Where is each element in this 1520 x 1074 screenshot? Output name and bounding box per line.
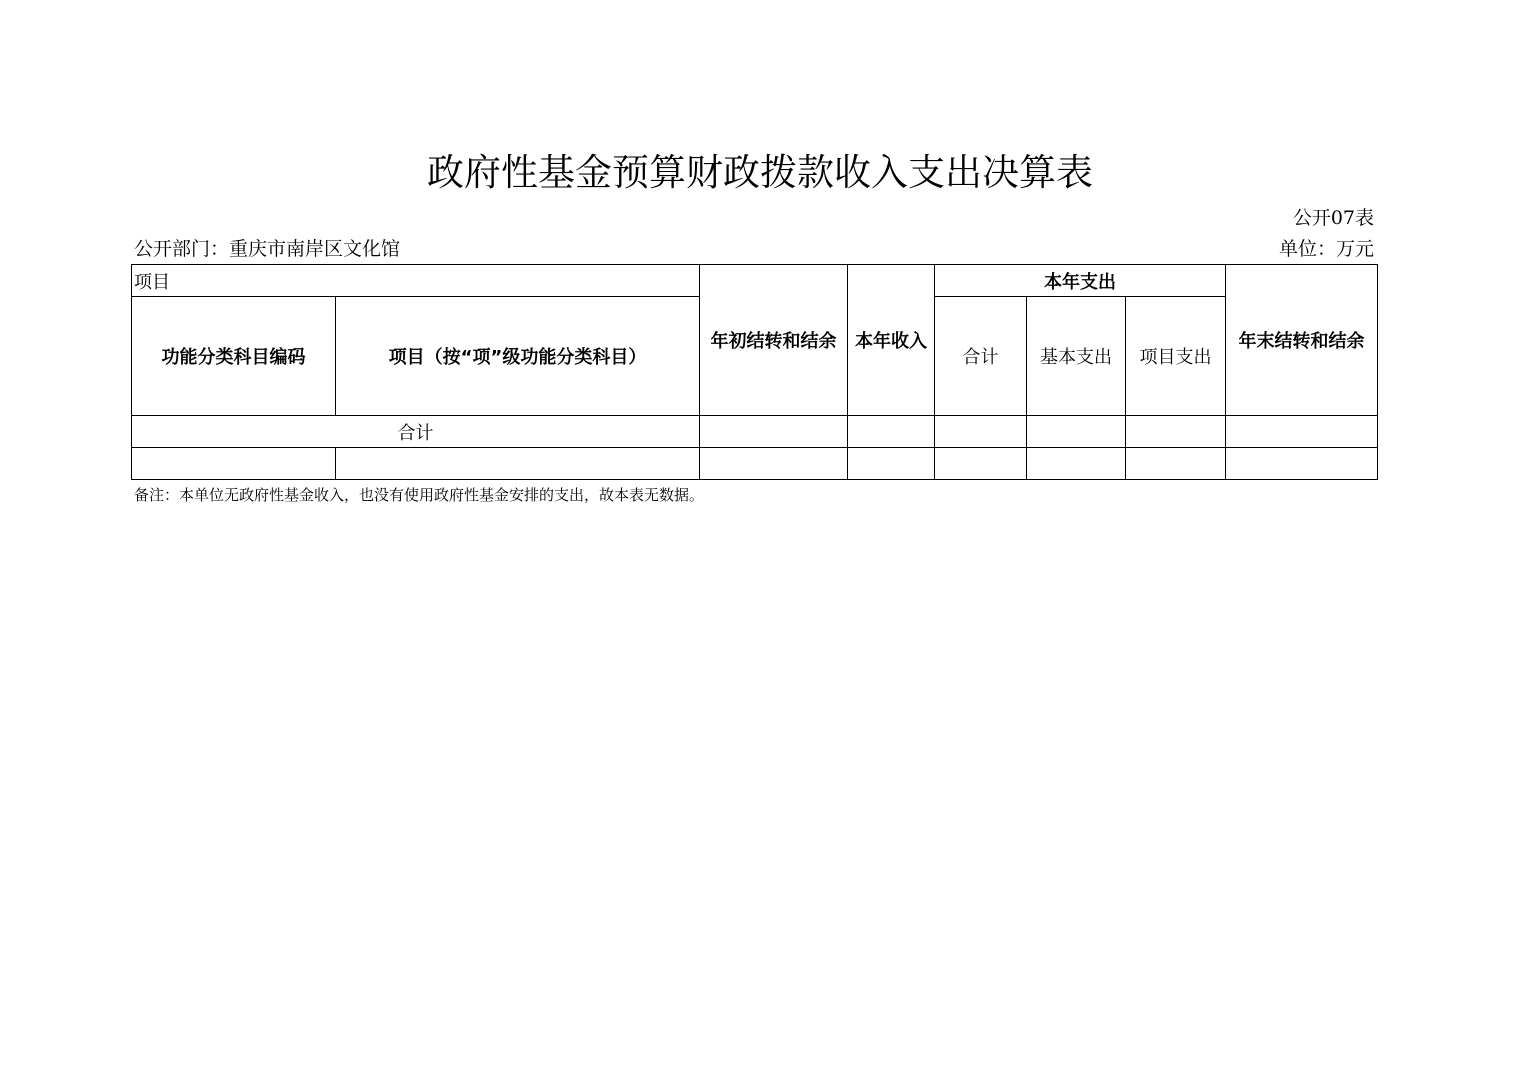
- total-label: 合计: [132, 416, 700, 448]
- total-expense-total: [935, 416, 1027, 448]
- header-item-name: 项目（按“项”级功能分类科目）: [336, 297, 700, 416]
- footnote: 备注：本单位无政府性基金收入，也没有使用政府性基金安排的支出，故本表无数据。: [134, 486, 705, 504]
- header-expense-total: 合计: [935, 297, 1027, 416]
- row-income: [848, 448, 935, 480]
- total-carryover-begin: [700, 416, 848, 448]
- header-income: 本年收入: [848, 265, 935, 416]
- page-title: 政府性基金预算财政拨款收入支出决算表: [427, 151, 1093, 194]
- header-item: 项目: [132, 265, 700, 297]
- row-expense-basic: [1027, 448, 1126, 480]
- row-carryover-end: [1226, 448, 1378, 480]
- row-func-code: [132, 448, 336, 480]
- unit-label: 单位：万元: [1278, 238, 1374, 260]
- row-expense-total: [935, 448, 1027, 480]
- header-carryover-begin: 年初结转和结余: [700, 265, 848, 416]
- header-expense-basic: 基本支出: [1027, 297, 1126, 416]
- header-expense-project: 项目支出: [1126, 297, 1226, 416]
- header-func-code: 功能分类科目编码: [132, 297, 336, 416]
- row-carryover-begin: [700, 448, 848, 480]
- row-item-name: [336, 448, 700, 480]
- total-carryover-end: [1226, 416, 1378, 448]
- table-row: [132, 448, 1378, 480]
- total-expense-project: [1126, 416, 1226, 448]
- budget-table: [131, 264, 1378, 480]
- row-expense-project: [1126, 448, 1226, 480]
- total-row: [132, 416, 1378, 448]
- form-number: 公开07表: [1292, 207, 1374, 229]
- header-expense-group: 本年支出: [935, 265, 1226, 297]
- total-expense-basic: [1027, 416, 1126, 448]
- header-row-1: [132, 265, 1378, 297]
- department-label: 公开部门：重庆市南岸区文化馆: [134, 238, 401, 260]
- total-income: [848, 416, 935, 448]
- header-carryover-end: 年末结转和结余: [1226, 265, 1378, 416]
